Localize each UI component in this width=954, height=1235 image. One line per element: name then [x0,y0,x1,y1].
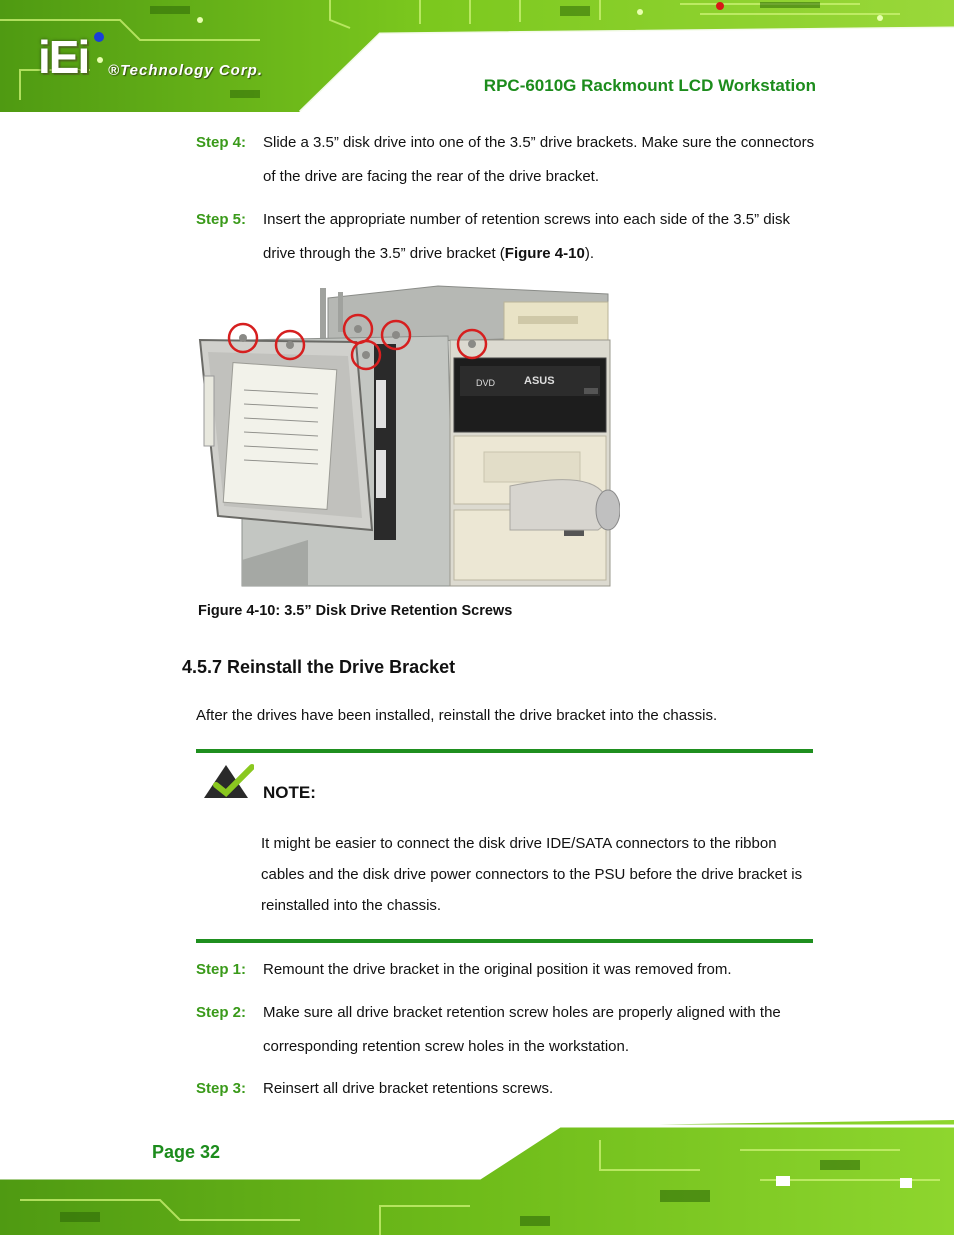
step-label: Step 1: [196,961,247,978]
drive-bracket-photo [188,280,620,592]
note-bottom-rule [196,939,813,943]
step-label: Step 5: [196,211,247,228]
figure-caption: Figure 4-10: 3.5” Disk Drive Retention Screws [198,603,513,619]
company-logo [38,30,298,86]
page-footer [0,1120,954,1235]
figure-reference: Figure 4-10 [504,245,585,262]
step-text: Slide a 3.5” disk drive into one of the 3.5” drive brackets. Make sure the connectors of the drive are facing the rear of the drive bracket. [263,134,815,185]
section-intro: After the drives have been installed, reinstall the drive bracket into the chassis. [196,707,718,724]
step-text: Insert the appropriate number of retention screws into each side of the 3.5” disk drive through the 3.5” drive bracket (Figure 4-10). [263,211,790,262]
step-label: Step 2: [196,1004,247,1021]
step-text: Make sure all drive bracket retention screw holes are properly aligned with the corresponding retention screw holes in the workstation. [263,1004,781,1055]
step-text: Remount the drive bracket in the original position it was removed from. [263,961,732,978]
step-label: Step 3: [196,1080,247,1097]
step-text: Reinsert all drive bracket retentions screws. [263,1080,554,1097]
figure-drive-bracket [188,280,620,592]
section-heading: 4.5.7 Reinstall the Drive Bracket [182,657,456,677]
note-label: NOTE: [263,783,316,802]
logo-dot-icon [94,32,104,42]
note-top-rule [196,749,813,753]
note-text: It might be easier to connect the disk drive IDE/SATA connectors to the ribbon cables and the disk drive power connectors to the PSU before the drive bracket is reinstalled into the chassis. [261,835,803,914]
logo-company-name: ®Technology Corp. [108,62,263,79]
brand-logo: ASUS [524,375,555,387]
checkmark-note-icon [204,763,254,799]
step-label: Step 4: [196,134,247,151]
logo-mark: iEi [38,31,89,83]
document-title: RPC-6010G Rackmount LCD Workstation [483,76,816,95]
circuit-board-footer [0,1120,954,1235]
dvd-logo: DVD [476,378,496,388]
page-number: Page 32 [152,1142,221,1162]
